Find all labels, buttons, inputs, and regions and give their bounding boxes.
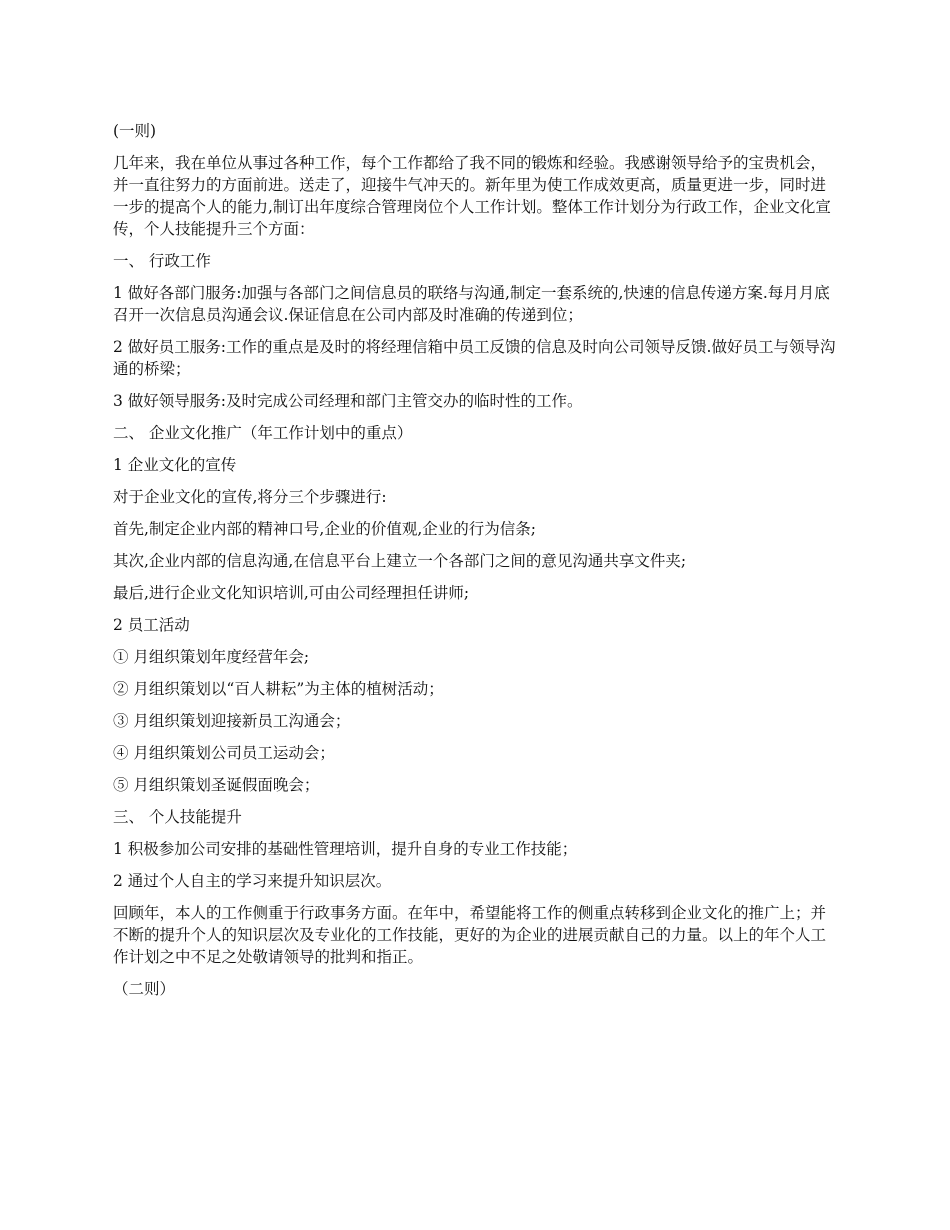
culture-line-first: 首先,制定企业内部的精神口号,企业的价值观,企业的行为信条; bbox=[113, 520, 537, 538]
skill-item-2: 2 通过个人自主的学习来提升知识层次。 bbox=[113, 872, 392, 890]
culture-subheading-1: 1 企业文化的宣传 bbox=[113, 456, 237, 474]
heading-admin-work: 一、 行政工作 bbox=[113, 252, 211, 270]
activity-item-5: ⑤ 月组织策划圣诞假面晚会； bbox=[113, 776, 320, 794]
culture-line-steps: 对于企业文化的宣传,将分三个步骤进行: bbox=[113, 488, 387, 506]
admin-item-2: 2 做好员工服务:工作的重点是及时的将经理信箱中员工反馈的信息及时向公司领导反馈.做好员工与领导沟通的桥梁； bbox=[113, 338, 836, 378]
review-paragraph: 回顾年，本人的工作侧重于行政事务方面。在年中，希望能将工作的侧重点转移到企业文化的推广上；并不断的提升个人的知识层次及专业化的工作技能，更好的为企业的进展贡献自己的力量。以上的年个人工作计划之中不足之处敬请领导的批判和指正。 bbox=[113, 904, 827, 966]
section-two-label: （二则） bbox=[113, 980, 176, 998]
activity-item-1: ① 月组织策划年度经营年会; bbox=[113, 648, 310, 666]
heading-culture-promotion: 二、 企业文化推广（年工作计划中的重点） bbox=[113, 424, 413, 442]
intro-paragraph: 几年来，我在单位从事过各种工作，每个工作都给了我不同的锻炼和经验。我感谢领导给予的宝贵机会，并一直往努力的方面前进。送走了，迎接牛气冲天的。新年里为使工作成效更高，质量更进一步，同时进一步的提高个人的能力,制订出年度综合管理岗位个人工作计划。整体工作计划分为行政工作，企业文化宣传，个人技能提升三个方面： bbox=[113, 154, 831, 238]
activity-item-4: ④ 月组织策划公司员工运动会； bbox=[113, 744, 335, 762]
culture-subheading-2: 2 员工活动 bbox=[113, 616, 190, 634]
admin-item-3: 3 做好领导服务:及时完成公司经理和部门主管交办的临时性的工作。 bbox=[113, 392, 583, 410]
section-one-label: (一则) bbox=[113, 122, 157, 140]
culture-line-second: 其次,企业内部的信息沟通,在信息平台上建立一个各部门之间的意见沟通共享文件夹; bbox=[113, 552, 687, 570]
admin-item-1: 1 做好各部门服务:加强与各部门之间信息员的联络与沟通,制定一套系统的,快速的信息传递方案.每月月底召开一次信息员沟通会议.保证信息在公司内部及时准确的传递到位； bbox=[113, 284, 830, 324]
activity-item-2: ② 月组织策划以“百人耕耘”为主体的植树活动； bbox=[113, 680, 444, 698]
document-page bbox=[113, 120, 841, 1010]
activity-item-3: ③ 月组织策划迎接新员工沟通会； bbox=[113, 712, 351, 730]
culture-line-last: 最后,进行企业文化知识培训,可由公司经理担任讲师; bbox=[113, 584, 470, 602]
skill-item-1: 1 积极参加公司安排的基础性管理培训，提升自身的专业工作技能； bbox=[113, 840, 578, 858]
heading-skill-improvement: 三、 个人技能提升 bbox=[113, 808, 242, 826]
